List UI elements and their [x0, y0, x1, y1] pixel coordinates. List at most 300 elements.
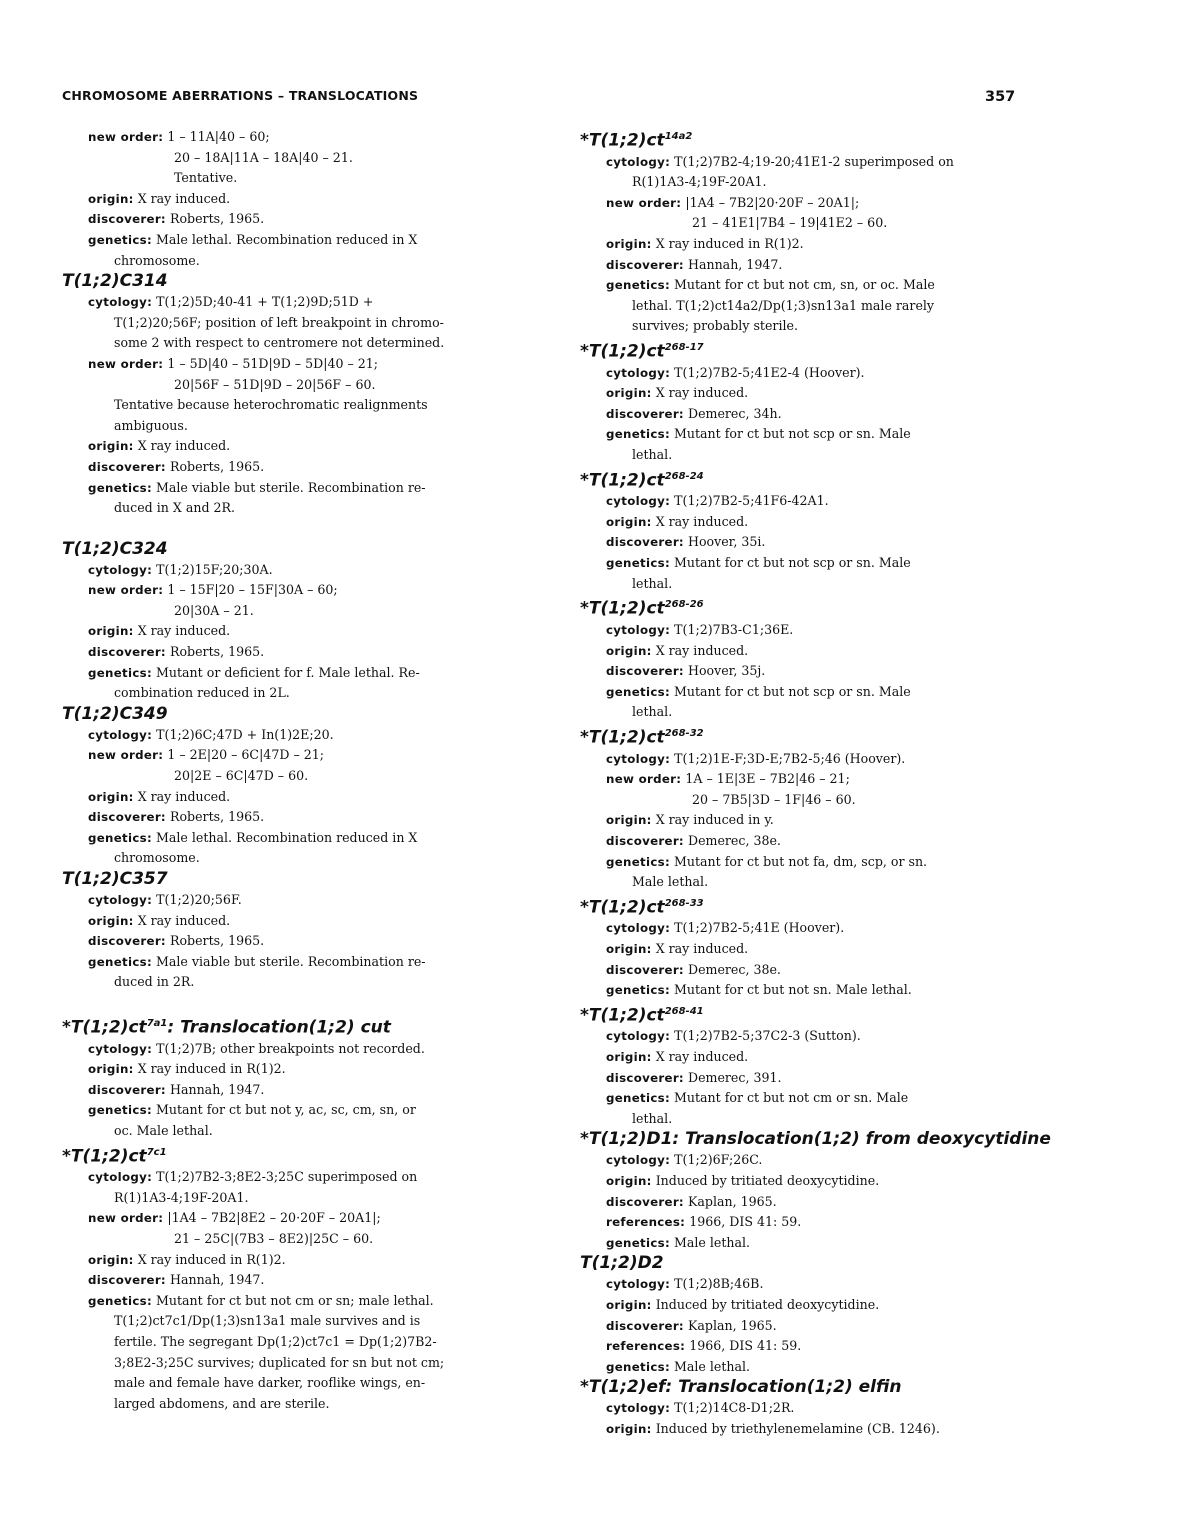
- field-label: cytology:: [88, 893, 153, 907]
- entry-title-superscript: 14a2: [664, 131, 693, 142]
- field-value: 1 – 11A|40 – 60;: [167, 129, 270, 144]
- field-origin: [62, 911, 532, 932]
- field-label: cytology:: [606, 751, 671, 766]
- field-label: discoverer:: [606, 406, 684, 421]
- field-continuation: lethal.: [632, 1110, 673, 1126]
- field-value: Mutant for ct but not cm, sn, or oc. Male: [673, 277, 935, 293]
- field-origin: [580, 641, 1050, 662]
- field-label: origin:: [606, 237, 652, 252]
- entry-title: [580, 1001, 1050, 1027]
- field-label: cytology:: [606, 365, 671, 380]
- entry-title: [580, 126, 1050, 152]
- field-label: cytology:: [606, 1277, 671, 1292]
- field-value: Male lethal.: [673, 1358, 751, 1374]
- entry-ct268-26: [580, 594, 1050, 723]
- field-continuation: R(1)1A3-4;19F-20A1.: [632, 174, 767, 190]
- field-value: Male lethal. Recombination reduced in X: [155, 231, 418, 247]
- field-continuation: fertile. The segregant Dp(1;2)ct7c1 = Dp(1;2)7B2-: [114, 1334, 437, 1349]
- field-value: T(1;2)14C8-D1;2R.: [674, 1400, 795, 1416]
- field-label: origin:: [88, 913, 134, 928]
- entry-title-text: *T(1;2)ct: [580, 1005, 665, 1026]
- field-genetics: [62, 663, 532, 684]
- field-value: T(1;2)8B;46B.: [674, 1276, 764, 1292]
- field-label: genetics:: [88, 480, 152, 495]
- field-value: Hannah, 1947.: [169, 1272, 265, 1288]
- entry-title: [580, 1377, 1050, 1398]
- entry-ct7c1: [62, 1142, 532, 1415]
- field-value: X ray induced.: [137, 438, 231, 454]
- field-continuation: survives; probably sterile.: [632, 318, 798, 334]
- field-value: Mutant for ct but not sn. Male lethal.: [673, 982, 912, 998]
- entry-title-superscript: 268-41: [664, 1005, 704, 1017]
- field-continuation: duced in X and 2R.: [114, 500, 236, 516]
- field-genetics: [580, 275, 1050, 296]
- field-label: discoverer:: [88, 810, 166, 825]
- entry-ct268-32: [580, 723, 1050, 893]
- field-value: Demerec, 34h.: [687, 405, 782, 421]
- field-value: T(1;2)7B2-3;8E2-3;25C superimposed on: [156, 1169, 418, 1185]
- field-label: origin:: [606, 1173, 652, 1188]
- field-value: T(1;2)7B2-5;41E2-4 (Hoover).: [674, 364, 865, 380]
- field-value: X ray induced in R(1)2.: [655, 236, 804, 252]
- field-value: X ray induced in y.: [655, 812, 774, 828]
- field-value: T(1;2)1E-F;3D-E;7B2-5;46 (Hoover).: [674, 750, 906, 766]
- field-value: T(1;2)6C;47D + In(1)2E;20.: [156, 726, 334, 742]
- field-origin: [580, 512, 1050, 533]
- field-value: T(1;2)20;56F.: [156, 892, 242, 907]
- entry-d2: [580, 1253, 1050, 1377]
- field-value: Hoover, 35i.: [687, 534, 766, 550]
- field-value: T(1;2)6F;26C.: [674, 1152, 763, 1168]
- field-continuation: lethal. T(1;2)ct14a2/Dp(1;3)sn13a1 male rarely: [632, 297, 935, 313]
- field-cytology: [62, 1039, 532, 1060]
- field-value: Male lethal.: [673, 1234, 751, 1250]
- field-label: origin:: [88, 1062, 134, 1077]
- entry-title-text: T(1;2)C349: [62, 703, 168, 724]
- entry-title: [580, 337, 1050, 363]
- field-origin: [580, 1047, 1050, 1068]
- page-number: 357: [985, 89, 1016, 105]
- field-new-order: [62, 745, 532, 766]
- field-continuation: 21 – 25C|(7B3 – 8E2)|25C – 60.: [174, 1231, 374, 1247]
- field-value: 1A – 1E|3E – 7B2|46 – 21;: [685, 771, 850, 787]
- field-label: origin:: [88, 624, 134, 639]
- field-label: cytology:: [606, 622, 671, 637]
- entry-title: [62, 539, 532, 560]
- entry-c314: [62, 271, 532, 519]
- field-label: discoverer:: [606, 1318, 684, 1333]
- field-value: Demerec, 38e.: [687, 961, 781, 977]
- field-discoverer: [62, 1270, 532, 1291]
- field-genetics: [62, 478, 532, 499]
- entry-title-text: T(1;2)C324: [62, 538, 168, 559]
- entry-ct268-41: [580, 1001, 1050, 1130]
- field-label: origin:: [606, 1297, 652, 1312]
- field-value: 1966, DIS 41: 59.: [689, 1338, 802, 1354]
- field-origin: [580, 939, 1050, 960]
- running-title: CHROMOSOME ABERRATIONS – TRANSLOCATIONS: [62, 88, 419, 103]
- field-value: 1 – 15F|20 – 15F|30A – 60;: [167, 582, 338, 598]
- spacer: [62, 519, 532, 539]
- entry-title-superscript: 268-26: [664, 599, 704, 611]
- field-continuation: male and female have darker, rooflike wings, en-: [114, 1375, 426, 1391]
- field-value: X ray induced.: [655, 385, 749, 401]
- entry-ct268-17: [580, 337, 1050, 466]
- entry-title-text: *T(1;2)ct: [580, 130, 665, 151]
- field-label: discoverer:: [88, 459, 166, 474]
- field-label: genetics:: [88, 1103, 152, 1118]
- field-label: genetics:: [88, 954, 152, 969]
- field-label: cytology:: [606, 1401, 671, 1416]
- field-genetics: [62, 952, 532, 973]
- field-genetics: [62, 1100, 532, 1121]
- field-origin: [580, 383, 1050, 404]
- entry-title-text: *T(1;2)ct: [62, 1146, 147, 1167]
- field-continuation: larged abdomens, and are sterile.: [114, 1395, 330, 1411]
- field-value: T(1;2)15F;20;30A.: [156, 561, 273, 577]
- field-value: Hoover, 35j.: [687, 663, 766, 679]
- field-label: cytology:: [606, 494, 671, 509]
- field-cytology: [580, 363, 1050, 384]
- field-cytology: [580, 749, 1050, 770]
- field-references: [580, 1336, 1050, 1357]
- field-value: Demerec, 38e.: [687, 832, 781, 848]
- field-label: genetics:: [606, 427, 670, 442]
- field-value: Mutant or deficient for f. Male lethal. Re-: [155, 664, 420, 680]
- entry-title-text: *T(1;2)ct: [580, 727, 665, 748]
- field-label: genetics:: [88, 830, 152, 845]
- field-label: genetics:: [606, 854, 670, 869]
- field-discoverer: [62, 931, 532, 952]
- field-new-order: [62, 127, 532, 148]
- field-value: X ray induced.: [137, 190, 231, 206]
- field-cytology: [62, 292, 532, 313]
- field-label: discoverer:: [606, 1070, 684, 1085]
- field-discoverer: [580, 661, 1050, 682]
- field-value: X ray induced.: [655, 513, 749, 529]
- field-genetics: [580, 1088, 1050, 1109]
- field-value: Male viable but sterile. Recombination re-: [155, 479, 426, 495]
- field-value: Mutant for ct but not y, ac, sc, cm, sn, or: [155, 1102, 416, 1118]
- field-label: cytology:: [606, 1153, 671, 1168]
- field-label: genetics:: [606, 1091, 670, 1106]
- field-discoverer: [62, 209, 532, 230]
- entry-title-superscript: 7c1: [146, 1146, 167, 1158]
- field-cytology: [580, 918, 1050, 939]
- field-label: origin:: [606, 514, 652, 529]
- field-continuation: lethal.: [632, 704, 673, 720]
- field-label: discoverer:: [88, 1082, 166, 1097]
- entry-title: [62, 271, 532, 292]
- field-origin: [62, 787, 532, 808]
- field-value: 1 – 5D|40 – 51D|9D – 5D|40 – 21;: [167, 355, 379, 371]
- entry-title: [580, 723, 1050, 749]
- field-label: discoverer:: [606, 257, 684, 272]
- field-value: 1966, DIS 41: 59.: [689, 1214, 802, 1230]
- field-discoverer: [580, 831, 1050, 852]
- field-genetics: [62, 828, 532, 849]
- field-value: Male lethal. Recombination reduced in X: [155, 829, 418, 845]
- field-continuation: chromosome.: [114, 252, 200, 268]
- field-value: T(1;2)7B; other breakpoints not recorded.: [156, 1040, 425, 1056]
- field-value: Induced by triethylenemelamine (CB. 1246).: [655, 1420, 940, 1436]
- entry-title: [62, 704, 532, 725]
- field-continuation: Tentative.: [174, 170, 238, 186]
- field-origin: [62, 621, 532, 642]
- field-label: origin:: [88, 789, 134, 804]
- field-new-order: [580, 769, 1050, 790]
- field-origin: [62, 189, 532, 210]
- field-value: Hannah, 1947.: [169, 1081, 265, 1097]
- field-continuation: lethal.: [632, 575, 673, 591]
- field-label: genetics:: [88, 232, 152, 247]
- field-label: cytology:: [606, 921, 671, 936]
- field-label: discoverer:: [606, 1194, 684, 1209]
- field-label: genetics:: [606, 684, 670, 699]
- field-genetics: [580, 682, 1050, 703]
- field-value: Induced by tritiated deoxycytidine.: [655, 1172, 880, 1188]
- entry-ef: [580, 1377, 1050, 1439]
- field-cytology: [580, 1398, 1050, 1419]
- field-continuation: duced in 2R.: [114, 974, 195, 990]
- field-cytology: [62, 725, 532, 746]
- field-label: genetics:: [606, 1359, 670, 1374]
- field-origin: [62, 436, 532, 457]
- entry-c324: [62, 539, 532, 704]
- field-genetics: [580, 424, 1050, 445]
- field-discoverer: [580, 255, 1050, 276]
- field-discoverer: [580, 404, 1050, 425]
- field-label: origin:: [606, 941, 652, 956]
- field-value: X ray induced in R(1)2.: [137, 1061, 286, 1077]
- field-continuation: 20 – 7B5|3D – 1F|46 – 60.: [692, 791, 856, 807]
- field-label: genetics:: [88, 665, 152, 680]
- field-label: origin:: [88, 439, 134, 454]
- field-label: cytology:: [88, 1041, 153, 1056]
- field-references: [580, 1212, 1050, 1233]
- field-value: X ray induced.: [655, 642, 749, 658]
- entry-title-text: *T(1;2)D1: Translocation(1;2) from deoxycytidine: [580, 1129, 1051, 1150]
- entry-title-superscript: 268-33: [664, 897, 704, 909]
- field-label: new order:: [606, 772, 682, 787]
- field-label: new order:: [88, 356, 164, 371]
- field-cytology: [580, 152, 1050, 173]
- field-value: X ray induced.: [655, 1048, 749, 1064]
- entry-title-text: T(1;2)C314: [62, 271, 168, 292]
- field-value: Roberts, 1965.: [169, 809, 265, 825]
- field-label: new order:: [88, 748, 164, 763]
- entry-title-superscript: 268-32: [664, 727, 704, 739]
- field-value: T(1;2)7B2-5;41E (Hoover).: [674, 920, 845, 936]
- entry-d1: [580, 1129, 1050, 1253]
- field-value: T(1;2)7B2-5;41F6-42A1.: [674, 493, 829, 509]
- entry-title-text: *T(1;2)ct: [580, 470, 665, 491]
- entry-ct14a2: [580, 126, 1050, 337]
- field-value: X ray induced.: [655, 940, 749, 956]
- entry-title-text: *T(1;2)ct: [580, 341, 665, 362]
- field-value: Mutant for ct but not scp or sn. Male: [673, 555, 911, 571]
- field-discoverer: [580, 1316, 1050, 1337]
- field-cytology: [580, 1026, 1050, 1047]
- field-continuation: lethal.: [632, 447, 673, 463]
- field-continuation: Tentative because heterochromatic realignments: [114, 397, 428, 413]
- field-continuation: R(1)1A3-4;19F-20A1.: [114, 1189, 249, 1205]
- field-cytology: [62, 560, 532, 581]
- field-discoverer: [580, 960, 1050, 981]
- field-label: genetics:: [606, 983, 670, 998]
- field-label: cytology:: [88, 295, 153, 310]
- entry-title: [580, 1129, 1050, 1150]
- field-value: Male viable but sterile. Recombination re-: [155, 953, 426, 969]
- field-continuation: 21 – 41E1|7B4 – 19|41E2 – 60.: [692, 215, 888, 231]
- field-discoverer: [580, 1192, 1050, 1213]
- field-cytology: [62, 1167, 532, 1188]
- field-discoverer: [580, 532, 1050, 553]
- field-origin: [580, 234, 1050, 255]
- field-value: 1 – 2E|20 – 6C|47D – 21;: [167, 747, 325, 763]
- field-discoverer: [580, 1068, 1050, 1089]
- field-label: cytology:: [606, 154, 671, 169]
- entry-title: [62, 1013, 532, 1039]
- entry-title: [580, 594, 1050, 620]
- field-value: Mutant for ct but not cm or sn. Male: [673, 1090, 909, 1106]
- field-value: Mutant for ct but not scp or sn. Male: [673, 426, 911, 442]
- entry-title-text: *T(1;2)ct: [580, 897, 665, 918]
- field-genetics: [580, 852, 1050, 873]
- field-cytology: [580, 1274, 1050, 1295]
- entry-title: [580, 893, 1050, 919]
- field-label: discoverer:: [606, 535, 684, 550]
- field-genetics: [580, 980, 1050, 1001]
- field-origin: [580, 1419, 1050, 1440]
- field-value: Induced by tritiated deoxycytidine.: [655, 1296, 880, 1312]
- field-label: genetics:: [606, 1235, 670, 1250]
- field-label: origin:: [606, 643, 652, 658]
- entry-title: [62, 1142, 532, 1168]
- field-label: origin:: [606, 813, 652, 828]
- field-value: Demerec, 391.: [687, 1069, 782, 1085]
- field-value: T(1;2)7B3-C1;36E.: [674, 621, 794, 637]
- field-value: Mutant for ct but not scp or sn. Male: [673, 683, 911, 699]
- field-continuation: some 2 with respect to centromere not determined.: [114, 335, 445, 351]
- entry-title-text: *T(1;2)ef: Translocation(1;2) elfin: [580, 1377, 902, 1398]
- field-value: Roberts, 1965.: [169, 211, 265, 227]
- field-new-order: [62, 1208, 532, 1229]
- field-origin: [62, 1250, 532, 1271]
- entry-ct268-33: [580, 893, 1050, 1001]
- field-continuation: T(1;2)20;56F; position of left breakpoint in chromo-: [114, 314, 444, 330]
- field-label: genetics:: [88, 1293, 152, 1308]
- field-continuation: 20 – 18A|11A – 18A|40 – 21.: [174, 149, 353, 165]
- field-value: Roberts, 1965.: [169, 644, 265, 660]
- field-genetics: [62, 1291, 532, 1312]
- field-label: discoverer:: [88, 934, 166, 949]
- entry-title: [580, 466, 1050, 492]
- field-value: Kaplan, 1965.: [687, 1193, 777, 1209]
- field-label: discoverer:: [88, 1273, 166, 1288]
- field-label: discoverer:: [606, 833, 684, 848]
- field-label: cytology:: [606, 1029, 671, 1044]
- field-label: origin:: [606, 386, 652, 401]
- field-label: genetics:: [606, 556, 670, 571]
- field-continuation: Male lethal.: [632, 874, 709, 890]
- entry-title-text: *T(1;2)ct: [62, 1017, 147, 1038]
- spacer: [62, 993, 532, 1013]
- field-value: Roberts, 1965.: [169, 458, 265, 474]
- field-continuation: 20|30A – 21.: [174, 602, 254, 618]
- field-label: new order:: [606, 195, 682, 210]
- field-cytology: [580, 1150, 1050, 1171]
- field-new-order: [62, 354, 532, 375]
- field-label: cytology:: [88, 727, 153, 742]
- field-value: X ray induced.: [137, 623, 231, 639]
- entry-title: [580, 1253, 1050, 1274]
- field-discoverer: [62, 807, 532, 828]
- field-label: genetics:: [606, 278, 670, 293]
- field-continuation: oc. Male lethal.: [114, 1123, 213, 1138]
- field-value: |1A4 – 7B2|20·20F – 20A1|;: [685, 194, 860, 210]
- field-label: origin:: [606, 1049, 652, 1064]
- field-cytology: [62, 890, 532, 911]
- entry-ct268-24: [580, 466, 1050, 595]
- entry-title-tail: : Translocation(1;2) cut: [167, 1017, 391, 1038]
- field-label: origin:: [606, 1421, 652, 1436]
- field-discoverer: [62, 642, 532, 663]
- field-label: new order:: [88, 583, 164, 598]
- field-label: references:: [606, 1339, 686, 1354]
- field-value: Kaplan, 1965.: [687, 1317, 777, 1333]
- field-label: cytology:: [88, 1170, 153, 1185]
- field-new-order: [580, 193, 1050, 214]
- field-value: X ray induced.: [137, 912, 231, 928]
- field-cytology: [580, 491, 1050, 512]
- field-continuation: 20|56F – 51D|9D – 20|56F – 60.: [174, 376, 376, 392]
- entry-c349: [62, 704, 532, 869]
- field-label: origin:: [88, 191, 134, 206]
- field-continuation: 3;8E2-3;25C survives; duplicated for sn but not cm;: [114, 1354, 445, 1370]
- field-label: origin:: [88, 1252, 134, 1267]
- field-label: discoverer:: [88, 645, 166, 660]
- entry-ct7a1: [62, 1013, 532, 1142]
- field-genetics: [62, 230, 532, 251]
- field-label: discoverer:: [606, 962, 684, 977]
- entry-title-text: T(1;2)D2: [580, 1253, 664, 1274]
- field-value: X ray induced.: [137, 788, 231, 804]
- field-label: new order:: [88, 130, 164, 144]
- field-new-order: [62, 580, 532, 601]
- field-genetics: [580, 553, 1050, 574]
- right-column: [580, 126, 1050, 1439]
- field-genetics: [580, 1233, 1050, 1254]
- entry-title-text: *T(1;2)ct: [580, 598, 665, 619]
- field-value: |1A4 – 7B2|8E2 – 20·20F – 20A1|;: [167, 1210, 381, 1226]
- field-value: T(1;2)5D;40-41 + T(1;2)9D;51D +: [156, 294, 374, 310]
- field-continuation: T(1;2)ct7c1/Dp(1;3)sn13a1 male survives and is: [114, 1313, 421, 1329]
- field-continuation: combination reduced in 2L.: [114, 685, 290, 701]
- field-value: Roberts, 1965.: [169, 933, 265, 949]
- field-value: Mutant for ct but not fa, dm, scp, or sn.: [673, 853, 928, 869]
- entry-title-superscript: 7a1: [146, 1017, 168, 1029]
- field-label: discoverer:: [88, 212, 166, 227]
- field-value: Mutant for ct but not cm or sn; male lethal.: [155, 1292, 434, 1308]
- field-label: references:: [606, 1215, 686, 1230]
- field-origin: [580, 1171, 1050, 1192]
- entry-title-superscript: 268-24: [664, 470, 704, 482]
- entry-c357: [62, 869, 532, 993]
- field-discoverer: [62, 1080, 532, 1101]
- field-label: discoverer:: [606, 664, 684, 679]
- field-continuation: ambiguous.: [114, 417, 188, 433]
